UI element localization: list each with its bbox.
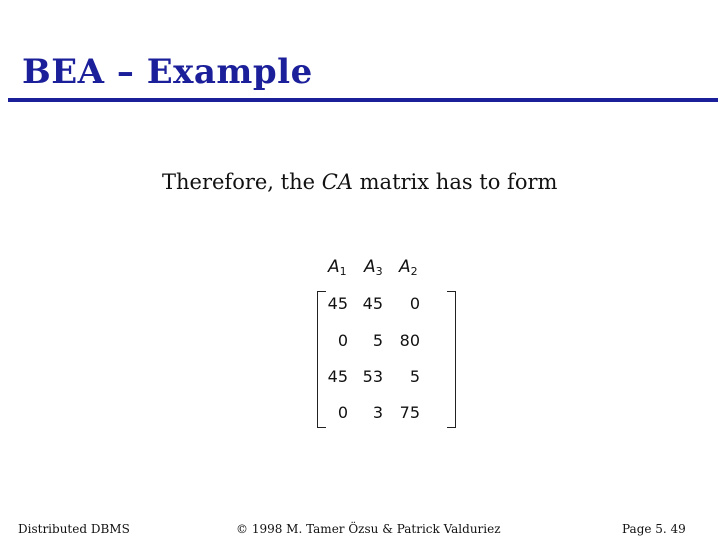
footer-page-number: Page 5. 49 (622, 522, 686, 536)
matrix-cell: 0 (337, 331, 348, 350)
sentence-after: matrix has to form (352, 170, 558, 194)
matrix-cell: 5 (409, 367, 420, 386)
matrix-cell: 0 (337, 403, 348, 422)
title-underline (8, 98, 718, 102)
matrix-cell: 53 (362, 367, 383, 386)
matrix-cell: 3 (372, 403, 383, 422)
matrix-cell: 80 (399, 331, 420, 350)
matrix-cell: 5 (372, 331, 383, 350)
column-header-a2: $A_2$ (399, 257, 418, 278)
matrix-cell: 75 (399, 403, 420, 422)
matrix-right-bracket (447, 291, 456, 428)
sentence-emphasis: CA (321, 170, 353, 194)
footer-copyright: © 1998 M. Tamer Özsu & Patrick Valduriez (236, 522, 501, 536)
matrix-cell: 45 (362, 294, 383, 313)
slide-sentence (162, 170, 557, 194)
sentence-before: Therefore, the (162, 170, 322, 194)
matrix-cell: 45 (327, 294, 348, 313)
matrix-cell: 45 (327, 367, 348, 386)
slide-title: BEA – Example (22, 52, 313, 92)
column-header-a1: $A_1$ (328, 257, 347, 278)
matrix-cell: 0 (409, 294, 420, 313)
column-header-a3: $A_3$ (364, 257, 383, 278)
footer-course: Distributed DBMS (18, 522, 130, 536)
